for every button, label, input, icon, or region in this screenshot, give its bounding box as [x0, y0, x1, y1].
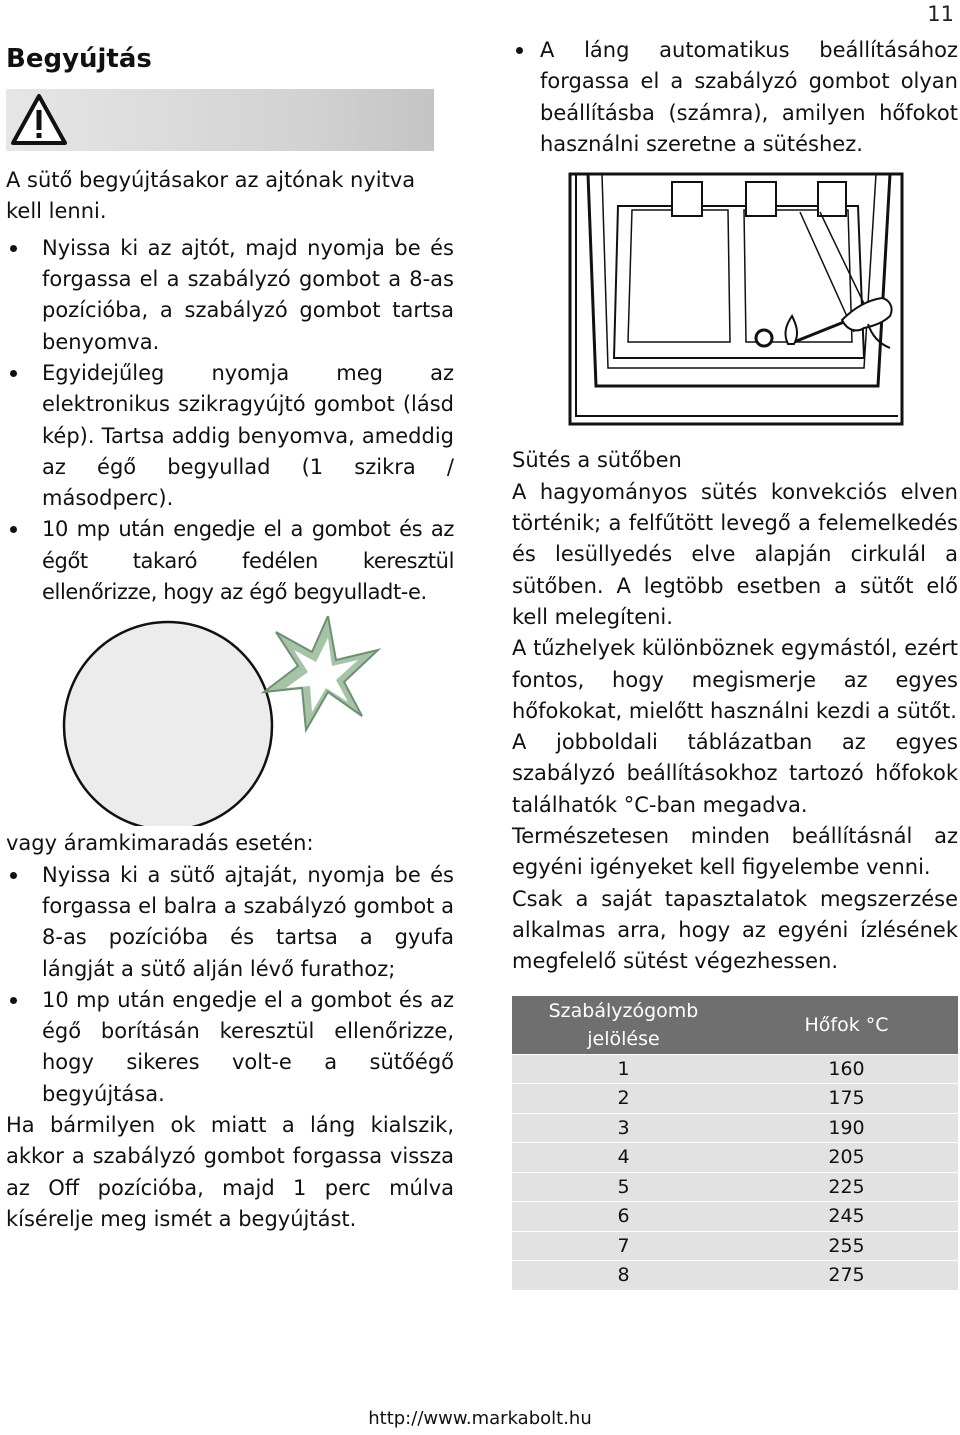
footer-url[interactable]: http://www.markabolt.hu: [368, 1408, 592, 1429]
outage-steps: [6, 860, 454, 1110]
table-cell: 275: [735, 1261, 958, 1290]
list-item: Nyissa ki az ajtót, majd nyomja be és forgassa el a szabályzó gombot a 8-as pozícióba, a szabályzó gombot tartsa benyomva.: [6, 233, 454, 358]
table-row: [512, 1231, 958, 1261]
warning-icon: [10, 93, 68, 147]
list-item: A láng automatikus beállításához forgassa el a szabályzó gombot olyan beállításba (számra), amilyen hőfokot használni szeretne a sütéshez.: [512, 35, 958, 160]
baking-paragraph: A jobboldali táblázatban az egyes szabályzó beállításokhoz tartozó hőfokok találhatók °C-ban megadva.: [512, 730, 958, 817]
table-header-temp: Hőfok °C: [735, 996, 958, 1055]
flame-note-list: [512, 35, 958, 160]
left-column: [6, 44, 454, 1235]
warning-banner: [6, 89, 434, 151]
table-row: [512, 1113, 958, 1143]
page-number: 11: [927, 2, 954, 26]
oven-illustration: [568, 172, 958, 435]
table-row: [512, 1202, 958, 1232]
table-cell: 2: [512, 1084, 735, 1114]
power-outage-title: vagy áramkimaradás esetén:: [6, 831, 314, 856]
table-cell: 7: [512, 1231, 735, 1261]
table-cell: 4: [512, 1143, 735, 1173]
table-cell: 8: [512, 1261, 735, 1290]
ignition-steps: [6, 233, 454, 609]
table-cell: 205: [735, 1143, 958, 1173]
table-cell: 225: [735, 1172, 958, 1202]
list-item: 10 mp után engedje el a gombot és az égőt takaró fedélen keresztül ellenőrizze, hogy az égő begyulladt-e.: [6, 514, 454, 608]
table-row: [512, 1172, 958, 1202]
baking-paragraph: A tűzhelyek különböznek egymástól, ezért fontos, hogy megismerje az egyes hőfokokat, mielőtt használni kezdi a sütőt.: [512, 636, 958, 723]
table-cell: 5: [512, 1172, 735, 1202]
baking-paragraph: Csak a saját tapasztalatok megszerzése alkalmas arra, hogy az egyéni ízlésének megfelelő sütést végezhessen.: [512, 886, 958, 974]
table-cell: 245: [735, 1202, 958, 1232]
table-cell: 190: [735, 1113, 958, 1143]
table-cell: 175: [735, 1084, 958, 1114]
baking-paragraph: Természetesen minden beállításnál az egyéni igényeket kell figyelembe venni.: [512, 824, 958, 880]
table-cell: 6: [512, 1202, 735, 1232]
spark-illustration: [6, 616, 454, 826]
spark-icon: [264, 616, 378, 730]
list-item: Egyidejűleg nyomja meg az elektronikus szikragyújtó gombot (lásd kép). Tartsa addig benyomva, ameddig az égő begyullad (1 szikra / másodperc).: [6, 358, 454, 514]
table-cell: 3: [512, 1113, 735, 1143]
closing-text: Ha bármilyen ok miatt a láng kialszik, akkor a szabályzó gombot forgassa vissza az Off pozícióba, majd 1 perc múlva kísérelje meg ismét a begyújtást.: [6, 1113, 454, 1231]
right-column: [512, 35, 958, 1290]
table-row: [512, 1084, 958, 1114]
table-cell: 1: [512, 1054, 735, 1084]
list-item: 10 mp után engedje el a gombot és az égő borításán keresztül ellenőrizze, hogy sikeres volt-e a sütőégő begyújtása.: [6, 985, 454, 1110]
baking-section-title: Sütés a sütőben: [512, 448, 682, 473]
table-row: [512, 1054, 958, 1084]
table-header-knob: Szabályzógomb jelölése: [512, 996, 735, 1055]
list-item: Nyissa ki a sütő ajtaját, nyomja be és forgassa el balra a szabályzó gombot a 8-as pozícióba és tartsa a gyufa lángját a sütő alján lévő furathoz;: [6, 860, 454, 985]
table-cell: 160: [735, 1054, 958, 1084]
temperature-table: [512, 996, 958, 1290]
section-title-ignition: Begyújtás: [6, 44, 152, 74]
baking-paragraph: A hagyományos sütés konvekciós elven történik; a felfűtött levegő a felemelkedés és lesüllyedés elve alapján cirkulál a sütőben. A legtöbb esetben a sütőt elő kell melegíteni.: [512, 479, 958, 629]
table-cell: 255: [735, 1231, 958, 1261]
ignition-button-circle: [64, 622, 272, 826]
table-row: [512, 1143, 958, 1173]
intro-text: A sütő begyújtásakor az ajtónak nyitva kell lenni.: [6, 168, 416, 224]
table-row: [512, 1261, 958, 1290]
